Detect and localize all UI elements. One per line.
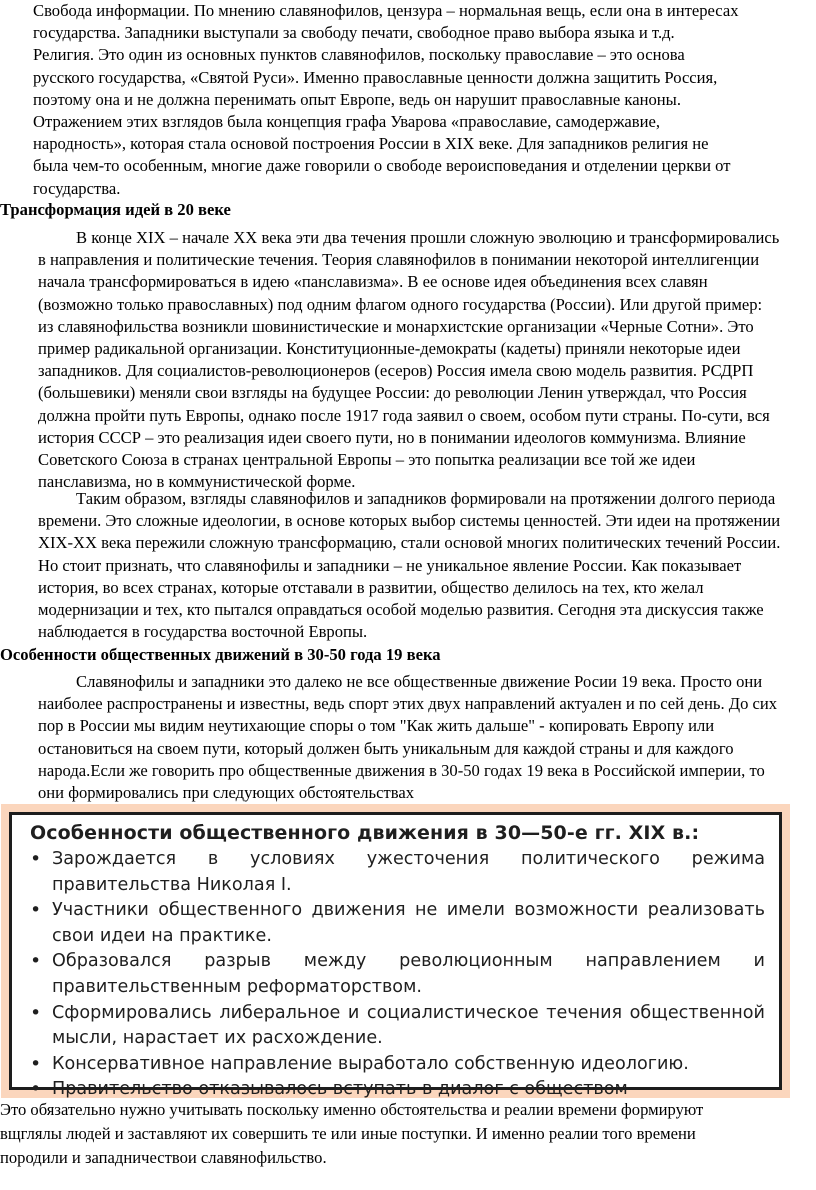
text-line: история СССР – это реализация идеи своего пути, но в понимании идеологов коммунизма. Влияние bbox=[38, 427, 746, 447]
text-line: Таким образом, взгляды славянофилов и западников формировали на протяжении долгого периода bbox=[76, 489, 776, 508]
bullet-icon: • bbox=[30, 1001, 42, 1024]
list-item bbox=[30, 898, 765, 949]
section-heading-social-movements: Особенности общественных движений в 30-50 года 19 века bbox=[0, 645, 441, 664]
text-line: Религия. Это один из основных пунктов славянофилов, поскольку православие – это основа bbox=[33, 45, 685, 65]
text-line: модернизации и тех, кто пытался оправдаться особой моделью развития. Сегодня эта дискуссия также bbox=[38, 600, 764, 620]
text-line: вщглялы людей и заставляют их совершить те или иные поступки. И именно реалии того времени bbox=[0, 1124, 696, 1143]
list-item-text: Консервативное направление выработало собственную идеологию. bbox=[52, 1053, 689, 1074]
text-line: в направления и политические течения. Теория славянофилов в понимании некоторой интеллигенции bbox=[38, 250, 760, 270]
text-line: народа.Если же говорить про общественные движения в 30-50 годах 19 века в Российской империи, то bbox=[38, 760, 765, 780]
text-line: должна пройти путь Европы, однако после 1917 года заявил о своем, особом пути страны. По-сути, вся bbox=[38, 405, 770, 425]
bullet-icon: • bbox=[30, 1078, 42, 1101]
text-line: государства. bbox=[33, 178, 121, 198]
infobox-frame bbox=[1, 804, 790, 1101]
closing-paragraph bbox=[0, 1098, 810, 1170]
infobox-title: Особенности общественного движения в 30—50-е гг. XIX в.: bbox=[30, 822, 700, 844]
text-line: народность», которая стала основой построения России в XIX веке. Для западников религия не bbox=[33, 134, 709, 154]
list-item bbox=[30, 1001, 765, 1052]
list-item-text: Образовался разрыв между революционным направлением и правительственным реформаторством. bbox=[52, 951, 765, 997]
text-line: Это обязательно нужно учитывать поскольку именно обстоятельства и реалии времени формируют bbox=[0, 1100, 704, 1119]
bullet-icon: • bbox=[30, 899, 42, 922]
text-line: панславизма, но в коммунистической форме. bbox=[38, 472, 356, 492]
text-line: породили и западничествои славянофильство. bbox=[0, 1148, 327, 1167]
list-item bbox=[30, 949, 765, 1000]
text-line: остановиться на своем пути, который должен быть уникальным для каждой страны и для каждого bbox=[38, 738, 734, 758]
text-line: государства. Западники выступали за свободу печати, свободное право выбора языка и т.д. bbox=[33, 23, 675, 43]
bullet-icon: • bbox=[30, 950, 42, 973]
transformation-paragraph bbox=[0, 227, 810, 493]
infobox-list bbox=[30, 847, 765, 1103]
text-line: (возможно только православных) под одним флагом одного государства (России). Или другой пример: bbox=[38, 294, 763, 314]
intro-paragraph bbox=[33, 0, 803, 200]
infobox bbox=[9, 812, 782, 1101]
bullet-icon: • bbox=[30, 848, 42, 870]
text-line: пример радикальной организации. Конституционные-демократы (кадеты) приняли некоторые идеи bbox=[38, 339, 741, 359]
text-line: времени. Это сложные идеологии, в основе которых выбор системы ценностей. Эти идеи на протяжении bbox=[38, 511, 781, 531]
text-line: Отражением этих взглядов была концепция графа Уварова «православие, самодержавие, bbox=[33, 112, 661, 132]
text-line: Советского Союза в странах центральной Европы – это попытка реализации все той же идеи bbox=[38, 450, 696, 470]
text-line: поэтому она и не должна перенимать опыт Европе, ведь он нарушит православные каноны. bbox=[33, 89, 681, 109]
section-heading-transformation: Трансформация идей в 20 веке bbox=[0, 200, 231, 219]
text-line: пор в России мы видим неутихающие споры о том "Как жить дальше" - копировать Европу или bbox=[38, 716, 715, 736]
list-item-text: Участники общественного движения не имели возможности реализовать свои идеи на практике. bbox=[52, 900, 765, 946]
text-line: наиболее распространены и известны, ведь спорт этих двух направлений актуален и по сей день. До сих bbox=[38, 694, 778, 714]
list-item-text: Сформировались либеральное и социалистическое течения общественной мысли, нарастает их расхождение. bbox=[52, 1002, 765, 1049]
text-line: Свобода информации. По мнению славянофилов, цензура – нормальная вещь, если она в интересах bbox=[33, 1, 739, 20]
social-movements-paragraph bbox=[0, 671, 810, 804]
text-line: наблюдается в государства восточной Европы. bbox=[38, 622, 368, 642]
text-line: русского государства, «Святой Руси». Именно православные ценности должна защитить Россия, bbox=[33, 67, 718, 87]
conclusion-paragraph bbox=[0, 488, 810, 643]
text-line: история, во всех странах, которые отставали в развитии, общество делилось на тех, кто желал bbox=[38, 577, 704, 597]
list-item bbox=[30, 1052, 765, 1078]
list-item-text: Правительство отказывалось вступать в диалог с обществом bbox=[52, 1079, 628, 1100]
text-line: В конце XIX – начале XX века эти два течения прошли сложную эволюцию и трансформировались bbox=[76, 228, 780, 247]
list-item-text: Зарождается в условиях ужесточения политического режима правительства Николая I. bbox=[52, 849, 765, 895]
text-line: Но стоит признать, что славянофилы и западники – не уникальное явление России. Как показывает bbox=[38, 555, 742, 575]
text-line: из славянофильства возникли шовинистические и монархистские организации «Черные Сотни». Это bbox=[38, 316, 754, 336]
bullet-icon: • bbox=[30, 1052, 42, 1075]
text-line: начала трансформироваться в идею «панславизма». В ее основе идея объединения всех славян bbox=[38, 272, 708, 292]
text-line: западников. Для социалистов-революционеров (есеров) Россия имела свою модель развития. РСДРП bbox=[38, 361, 754, 381]
text-line: они формировались при следующих обстоятельствах bbox=[38, 783, 414, 803]
text-line: Славянофилы и западники это далеко не все общественные движение Росии 19 века. Просто они bbox=[76, 672, 763, 691]
text-line: (большевики) меняли свои взгляды на будущее России: до революции Ленин утверждал, что Россия bbox=[38, 383, 747, 403]
text-line: была чем-то особенным, многие даже говорили о свободе вероисповедания и отделении церкви от bbox=[33, 156, 731, 176]
list-item bbox=[30, 847, 765, 898]
text-line: XIX-XX века пережили сложную трансформацию, стали основой многих политических течений России. bbox=[38, 533, 781, 553]
